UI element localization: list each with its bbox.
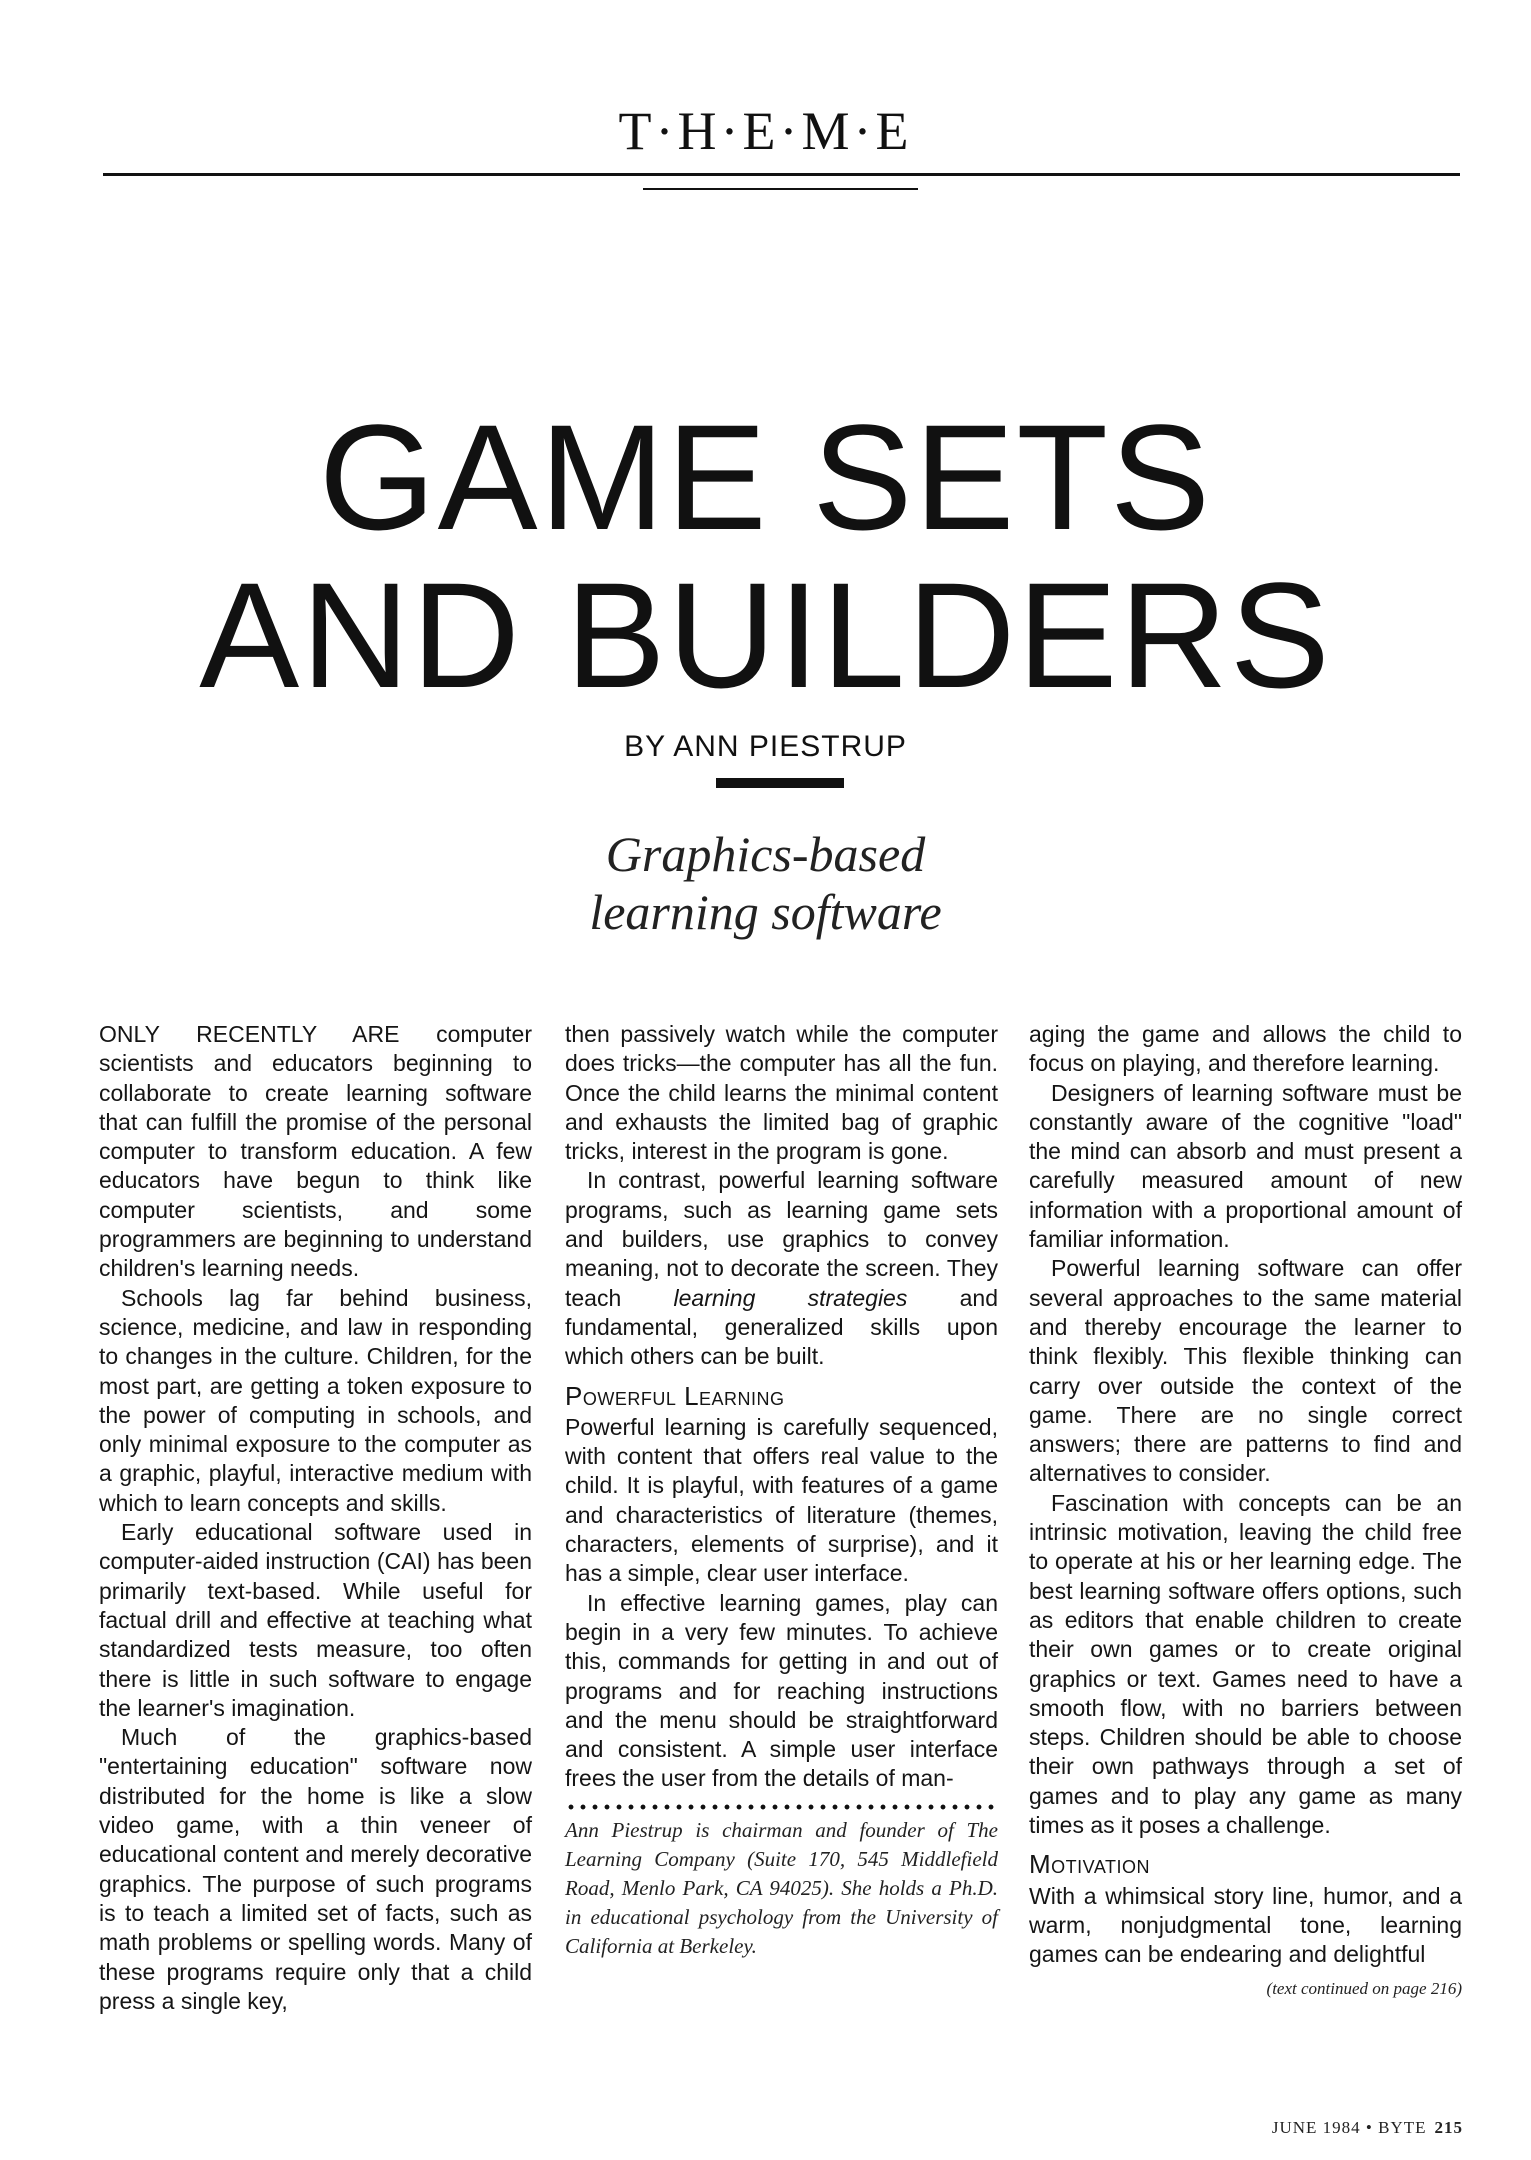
dotted-divider (565, 1802, 998, 1812)
paragraph: Much of the graphics-based "entertaining education" software now distributed for the home is like a slow video game, with a thin veneer of educational content and merely decorative graphics. The purpose of such programs is to teach a limited set of facts, such as math problems or spelling words. Many of these programs require only that a child press a single key, (99, 1724, 532, 2014)
column-1 (99, 1020, 532, 2016)
page-number: 215 (1434, 2118, 1463, 2137)
title-line-1: GAME SETS (318, 393, 1213, 561)
continued-note: (text continued on page 216) (1266, 1978, 1462, 1998)
byline: BY ANN PIESTRUP (624, 730, 907, 763)
header-subrule (643, 188, 918, 190)
deck (0, 825, 1531, 941)
byline-divider (716, 778, 844, 788)
paragraph: aging the game and allows the child to focus on playing, and therefore learning. (1029, 1021, 1462, 1077)
paragraph: Powerful learning is carefully sequenced, with content that offers real value to the child. It is playful, with features of a game and characteristics of literature (themes, characters, elements of surprise), and it has a simple, clear user interface. (565, 1413, 998, 1587)
title-line-2: AND BUILDERS (199, 551, 1332, 719)
paragraph (565, 1166, 998, 1371)
column-2 (565, 1020, 998, 1961)
paragraph: Powerful learning software can offer several approaches to the same material and thereby encourage the learner to think flexibly. This flexible thinking can carry over outside the context of the game. There are no single correct answers; there are patterns to find and alternatives to consider. (1029, 1255, 1462, 1487)
footer-issue: JUNE 1984 • BYTE (1271, 2118, 1427, 2137)
section-label: T·H·E·M·E (618, 101, 913, 161)
subhead-motivation: Motivation (1029, 1849, 1150, 1880)
paragraph: With a whimsical story line, humor, and a warm, nonjudgmental tone, learning games can be endearing and delightful (1029, 1882, 1462, 1968)
deck-line-2: learning software (589, 884, 942, 940)
emphasis: learning strategies (673, 1284, 908, 1311)
paragraph: then passively watch while the computer does tricks—the computer has all the fun. Once the child learns the minimal content and exhausts the limited bag of graphic tricks, interest in the program is gone. (565, 1021, 998, 1165)
paragraph: Early educational software used in computer-aided instruction (CAI) has been primarily text-based. While useful for factual drill and effective at teaching what standardized tests measure, too often there is little in such software to engage the learner's imagination. (99, 1519, 532, 1721)
lead-in: ONLY RECENTLY ARE (99, 1021, 400, 1047)
paragraph (99, 1020, 532, 1284)
author-bio: Ann Piestrup is chairman and founder of The Learning Company (Suite 170, 545 Middlefield Road, Menlo Park, CA 94025). She holds a Ph.D. in educational psychology from the University of California at Berkeley. (565, 1817, 998, 1958)
paragraph-text: computer scientists and educators beginning to collaborate to create learning software that can fulfill the promise of the personal computer to transform education. A few educators have begun to think like computer scientists, and some programmers are beginning to understand children's learning needs. (99, 1021, 532, 1282)
paragraph: In effective learning games, play can begin in a very few minutes. To achieve this, commands for getting in and out of programs and for reaching instructions and the menu should be straightforward and consistent. A simple user interface frees the user from the details of man- (565, 1589, 998, 1792)
paragraph-text: and fundamental, generalized skills upon which others can be built. (565, 1284, 998, 1370)
paragraph: Schools lag far behind business, science, medicine, and law in responding to changes in the culture. Children, for the most part, are getting a token exposure to the power of computing in schools, and only minimal exposure to the computer as a graphic, playful, interactive medium with which to learn concepts and skills. (99, 1284, 532, 1516)
paragraph-text: In contrast, powerful learning software programs, such as learning game sets and builders, use graphics to convey meaning, not to decorate the screen. They teach (565, 1167, 998, 1311)
header-rule (103, 173, 1460, 176)
deck-line-1: Graphics-based (605, 826, 926, 882)
column-3 (1029, 1020, 1462, 2003)
paragraph: Fascination with concepts can be an intrinsic motivation, leaving the child free to operate at his or her learning edge. The best learning software offers options, such as editors that enable children to create their own games or to create original graphics or text. Games need to have a smooth flow, with no barriers between steps. Children should be able to choose their own pathways through a set of games and to play any game as many times as it poses a challenge. (1029, 1489, 1462, 1839)
page-footer (1272, 2118, 1463, 2138)
article-title (0, 393, 1531, 719)
paragraph: Designers of learning software must be constantly aware of the cognitive "load" the mind can absorb and must present a carefully measured amount of new information with a proportional amount of familiar information. (1029, 1079, 1462, 1253)
subhead-powerful-learning: Powerful Learning (565, 1380, 785, 1411)
